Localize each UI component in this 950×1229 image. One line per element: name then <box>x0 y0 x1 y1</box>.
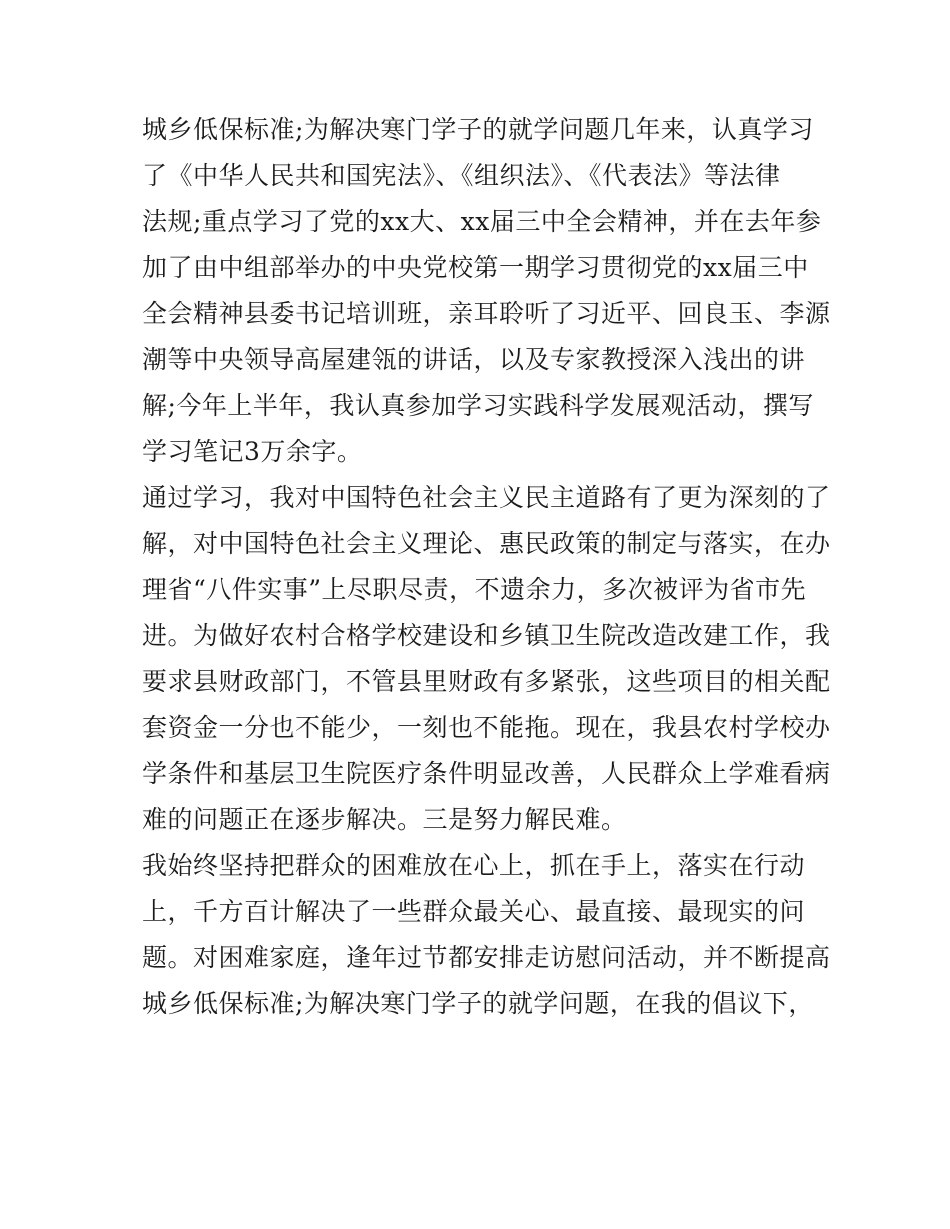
text-line: 法规;重点学习了党的xx大、xx届三中全会精神，并在去年参 <box>142 207 822 236</box>
text-line: 通过学习，我对中国特色社会主义民主道路有了更为深刻的了 <box>142 483 831 512</box>
text-line: 难的问题正在逐步解决。三是努力解民难。 <box>142 805 627 834</box>
text-line: 我始终坚持把群众的困难放在心上，抓在手上，落实在行动 <box>142 851 806 880</box>
text-line: 全会精神县委书记培训班，亲耳聆听了习近平、回良玉、李源 <box>142 299 831 328</box>
document-body <box>142 107 831 1027</box>
text-line: 潮等中央领导高屋建瓴的讲话，以及专家教授深入浅出的讲 <box>142 345 806 374</box>
text-line: 要求县财政部门，不管县里财政有多紧张，这些项目的相关配 <box>142 667 831 696</box>
text-line: 进。为做好农村合格学校建设和乡镇卫生院改造改建工作，我 <box>142 621 831 650</box>
text-line: 加了由中组部举办的中央党校第一期学习贯彻党的xx届三中 <box>142 253 809 282</box>
text-line: 学习笔记3万余字。 <box>142 437 363 466</box>
text-line: 学条件和基层卫生院医疗条件明显改善，人民群众上学难看病 <box>142 759 831 788</box>
text-line: 解，对中国特色社会主义理论、惠民政策的制定与落实，在办 <box>142 529 831 558</box>
text-line: 城乡低保标准;为解决寒门学子的就学问题，在我的倡议下， <box>142 989 814 1018</box>
text-line: 理省“八件实事”上尽职尽责，不遗余力，多次被评为省市先 <box>142 575 807 604</box>
text-line: 题。对困难家庭，逢年过节都安排走访慰问活动，并不断提高 <box>142 943 831 972</box>
text-line: 套资金一分也不能少，一刻也不能拖。现在，我县农村学校办 <box>142 713 831 742</box>
text-line: 了《中华人民共和国宪法》、《组织法》、《代表法》等法律 <box>142 161 781 190</box>
text-line: 解;今年上半年，我认真参加学习实践科学发展观活动，撰写 <box>142 391 814 420</box>
text-line: 城乡低保标准;为解决寒门学子的就学问题几年来，认真学习 <box>142 115 814 144</box>
text-line: 上，千方百计解决了一些群众最关心、最直接、最现实的问 <box>142 897 806 926</box>
